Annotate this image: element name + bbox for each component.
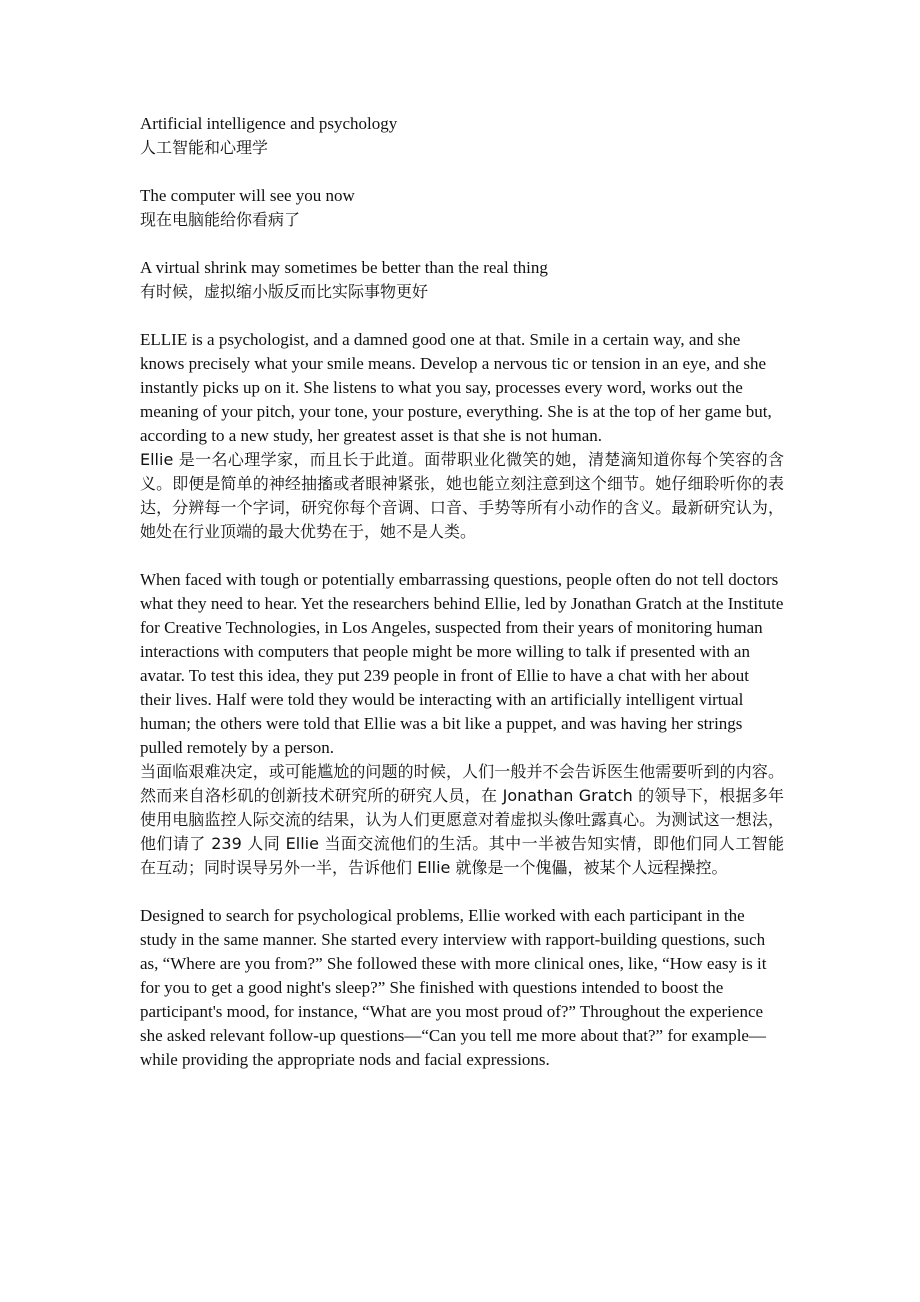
headline-zh: 现在电脑能给你看病了: [140, 210, 301, 229]
paragraph-3-en: Designed to search for psychological problems, Ellie worked with each participant in the study in the same manner. She started every interview with rapport-building questions, such as, “Where are you from?” She followed these with more clinical ones, like, “How easy is it for you to get a good night's sleep?” She finished with questions intended to boost the participant's mood, for instance, “What are you most proud of?” Throughout the experience she asked relevant follow-up questions—“Can you tell me more about that?” for example—while providing the appropriate nods and facial expressions.: [140, 906, 767, 1069]
paragraph-2-en: When faced with tough or potentially embarrassing questions, people often do not tell doctors what they need to hear. Yet the researchers behind Ellie, led by Jonathan Gratch at the Institute for Creative Technologies, in Los Angeles, suspected from their years of monitoring human interactions with computers that people might be more willing to talk if presented with an avatar. To test this idea, they put 239 people in front of Ellie to have a chat with her about their lives. Half were told they would be interacting with an artificially intelligent virtual human; the others were told that Ellie was a bit like a puppet, and was having her strings pulled remotely by a person.: [140, 570, 784, 757]
headline-block: [140, 184, 784, 232]
title-block: [140, 112, 784, 160]
paragraph-1: [140, 328, 784, 544]
title-zh: 人工智能和心理学: [140, 138, 269, 157]
title-en: Artificial intelligence and psychology: [140, 114, 398, 133]
subheadline-zh: 有时候，虚拟缩小版反而比实际事物更好: [140, 282, 429, 301]
subheadline-block: [140, 256, 784, 304]
paragraph-2: [140, 568, 784, 880]
headline-en: The computer will see you now: [140, 186, 355, 205]
paragraph-1-en: ELLIE is a psychologist, and a damned good one at that. Smile in a certain way, and she knows precisely what your smile means. Develop a nervous tic or tension in an eye, and she instantly picks up on it. She listens to what you say, processes every word, works out the meaning of your pitch, your tone, your posture, everything. She is at the top of her game but, according to a new study, her greatest asset is that she is not human.: [140, 330, 772, 445]
paragraph-3: [140, 904, 784, 1072]
paragraph-2-zh: 当面临艰难决定，或可能尴尬的问题的时候，人们一般并不会告诉医生他需要听到的内容。然而来自洛杉矶的创新技术研究所的研究人员，在 Jonathan Gratch 的领导下，根据多年使用电脑监控人际交流的结果，认为人们更愿意对着虚拟头像吐露真心。为测试这一想法，他们请了 239 人同 Ellie 当面交流他们的生活。其中一半被告知实情，即他们同人工智能在互动；同时误导另外一半，告诉他们 Ellie 就像是一个傀儡，被某个人远程操控。: [140, 762, 784, 877]
paragraph-1-zh: Ellie 是一名心理学家，而且长于此道。面带职业化微笑的她，清楚滴知道你每个笑容的含义。即便是简单的神经抽搐或者眼神紧张，她也能立刻注意到这个细节。她仔细聆听你的表达，分辨每一个字词，研究你每个音调、口音、手势等所有小动作的含义。最新研究认为，她处在行业顶端的最大优势在于，她不是人类。: [140, 450, 784, 541]
subheadline-en: A virtual shrink may sometimes be better than the real thing: [140, 258, 548, 277]
document-page: [140, 112, 784, 1096]
